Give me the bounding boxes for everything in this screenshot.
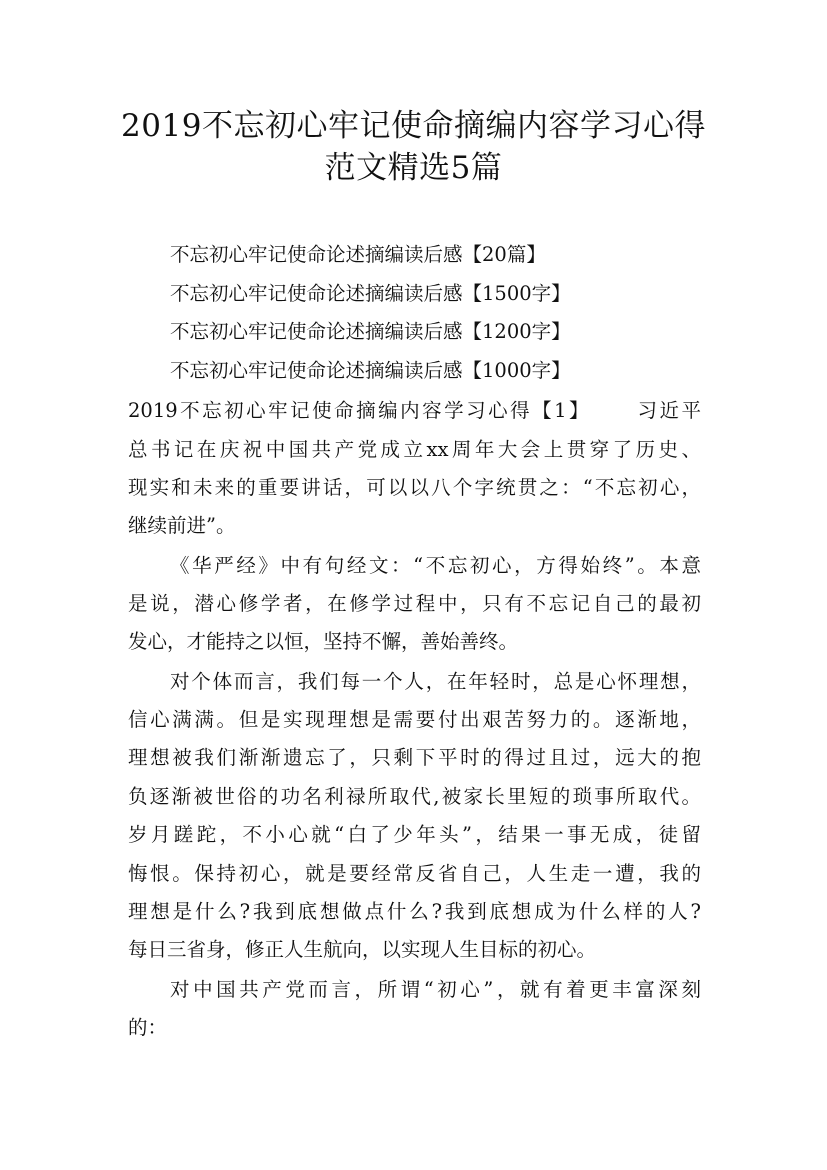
toc-item-1: 不忘初心牢记使命论述摘编读后感【20篇】 [170, 243, 546, 266]
paragraph-3-line-8: 每日三省身，修正人生航向，以实现人生目标的初心。 [128, 938, 597, 961]
paragraph-3-line-5: 岁月蹉跎，不小心就“白了少年头”，结果一事无成，徒留 [128, 823, 701, 846]
section-heading: 2019不忘初心牢记使命摘编内容学习心得【1】 [128, 399, 591, 422]
paragraph-2-line-3: 发心，才能持之以恒，坚持不懈，善始善终。 [128, 630, 519, 653]
paragraph-3-line-2: 信心满满。但是实现理想是需要付出艰苦努力的。逐渐地， [128, 708, 701, 731]
document-title-line-1: 2019不忘初心牢记使命摘编内容学习心得 [121, 108, 706, 144]
paragraph-3-line-4: 负逐渐被世俗的功名利禄所取代,被家长里短的琐事所取代。 [128, 785, 701, 808]
paragraph-1-line-4: 继续前进”。 [128, 514, 236, 537]
toc-item-3: 不忘初心牢记使命论述摘编读后感【1200字】 [170, 320, 571, 343]
toc-item-2: 不忘初心牢记使命论述摘编读后感【1500字】 [170, 282, 571, 305]
paragraph-3-line-7: 理想是什么?我到底想做点什么?我到底想成为什么样的人? [128, 900, 701, 923]
toc-item-4: 不忘初心牢记使命论述摘编读后感【1000字】 [170, 359, 571, 382]
paragraph-3-line-6: 悔恨。保持初心，就是要经常反省自己，人生走一遭，我的 [128, 862, 701, 885]
paragraph-4-line-2: 的： [128, 1016, 168, 1039]
paragraph-3-line-3: 理想被我们渐渐遗忘了，只剩下平时的得过且过，远大的抱 [128, 746, 701, 769]
paragraph-2-line-1: 《华严经》中有句经文：“不忘初心，方得始终”。本意 [170, 554, 701, 577]
document-title-line-2: 范文精选5篇 [324, 150, 503, 186]
paragraph-3-line-1: 对个体而言，我们每一个人，在年轻时，总是心怀理想， [170, 670, 701, 693]
paragraph-1-line-1 [128, 396, 701, 426]
paragraph-1-line-2: 总书记在庆祝中国共产党成立xx周年大会上贯穿了历史、 [128, 438, 701, 461]
paragraph-1-line-3: 现实和未来的重要讲话，可以以八个字统贯之：“不忘初心， [128, 476, 701, 499]
paragraph-1-text-start: 习近平 [634, 399, 701, 422]
paragraph-4-line-1: 对中国共产党而言，所谓“初心”，就有着更丰富深刻 [170, 978, 701, 1001]
paragraph-2-line-2: 是说，潜心修学者，在修学过程中，只有不忘记自己的最初 [128, 592, 701, 615]
